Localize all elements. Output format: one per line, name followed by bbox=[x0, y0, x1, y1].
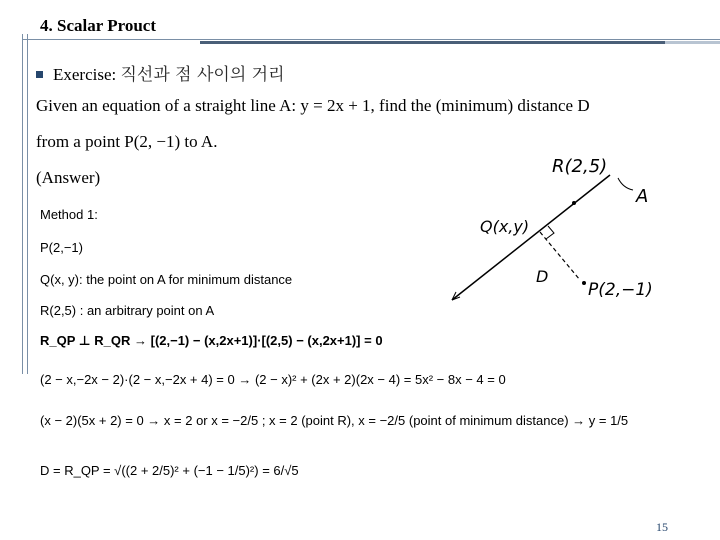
diagram-label-q: Q(x,y) bbox=[480, 217, 530, 236]
line-point-diagram bbox=[440, 140, 670, 310]
title-underline-bar-dark bbox=[200, 41, 665, 44]
point-r-line: R(2,5) : an arbitrary point on A bbox=[40, 303, 215, 318]
problem-line-2: from a point P(2, −1) to A. bbox=[36, 132, 218, 151]
problem-line-1: Given an equation of a straight line A: y = 2x + 1, find the (minimum) distance D bbox=[36, 96, 590, 115]
answer-label: (Answer) bbox=[36, 168, 101, 187]
expanded-equation: (2 − x,−2x − 2)·(2 − x,−2x + 4) = 0 → (2 − x)² + (2x + 2)(2x − 4) = 5x² − 8x − 4 = 0 bbox=[40, 372, 506, 387]
right-angle-marker bbox=[546, 226, 554, 239]
a-pointer-curve bbox=[618, 178, 633, 190]
perpendicular-equation: R_QP ⊥ R_QR → [(2,−1) − (x,2x+1)]·[(2,5) − (x,2x+1)] = 0 bbox=[40, 333, 383, 348]
point-p-dot bbox=[582, 281, 586, 285]
slide-title: 4. Scalar Prouct bbox=[40, 16, 156, 35]
title-underline-thin bbox=[22, 39, 720, 40]
diagram-label-p: P(2,−1) bbox=[588, 280, 653, 300]
left-frame-line-inner bbox=[27, 34, 28, 374]
diagram-label-r: R(2,5) bbox=[552, 156, 608, 177]
diagram-label-d: D bbox=[536, 267, 549, 286]
exercise-heading bbox=[36, 60, 285, 85]
line-a bbox=[452, 175, 610, 300]
method-label: Method 1: bbox=[40, 207, 98, 222]
point-r-dot bbox=[572, 201, 576, 205]
square-bullet-icon bbox=[36, 71, 43, 78]
roots-equation: (x − 2)(5x + 2) = 0 → x = 2 or x = −2/5 ; x = 2 (point R), x = −2/5 (point of minimum distance) → y = 1/5 bbox=[40, 413, 629, 428]
point-q-line: Q(x, y): the point on A for minimum distance bbox=[40, 272, 293, 287]
exercise-label: Exercise: bbox=[53, 65, 117, 84]
exercise-korean-title: 직선과 점 사이의 거리 bbox=[120, 65, 285, 85]
point-p-line: P(2,−1) bbox=[40, 240, 83, 255]
distance-equation: D = R_QP = √((2 + 2/5)² + (−1 − 1/5)²) = 6/√5 bbox=[40, 463, 299, 478]
page-number: 15 bbox=[656, 520, 668, 534]
diagram-label-a: A bbox=[636, 186, 649, 207]
title-underline-bar-light bbox=[665, 41, 720, 44]
left-frame-line-outer bbox=[22, 34, 23, 374]
